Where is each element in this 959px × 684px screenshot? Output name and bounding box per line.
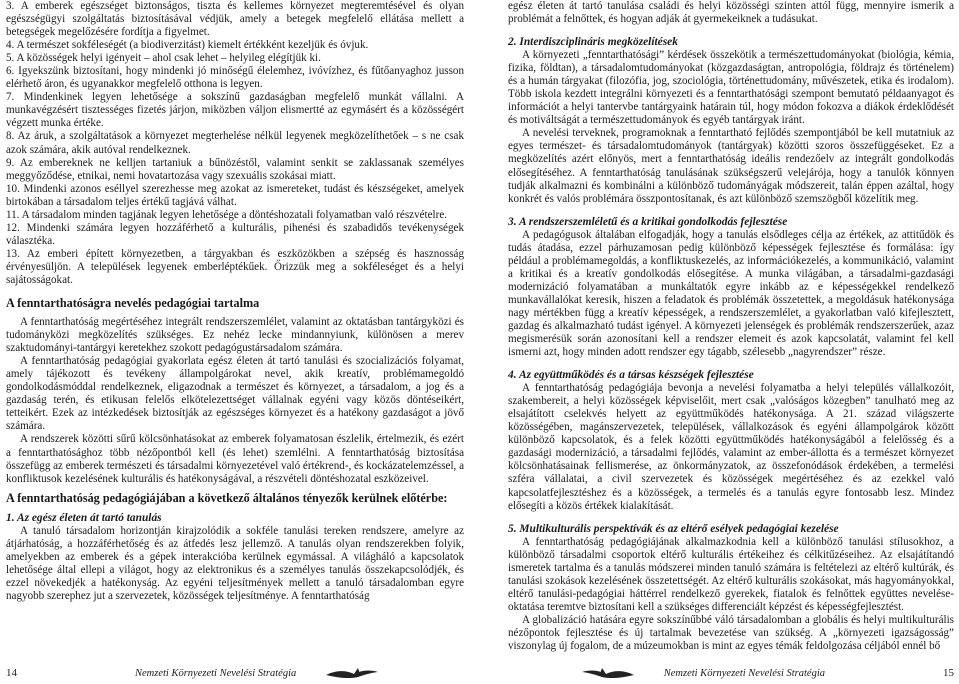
paragraph: egész életen át tartó tanulása családi és helyi közösségi szinten attól függ, mennyire ismerik a problémát a felnőttek, és hogyan adják át gyermekeiknek a tudásukat. bbox=[508, 0, 954, 26]
paragraph: A nevelési terveknek, programoknak a fenntartható fejlődés szempontjából be kell mutatniuk az egyes természet- és társadalomtudományok (tantárgyak) közötti szoros összefüggéseket. Ez a megközelítés azért előnyös, mert a fenntarthatóság ideális rendezőelv az integrált gondolkodás elősegítéséhez. A fenntarthatóság tanulásának szükségszerű velejárója, hogy a tanulók könnyen tudják alkalmazni és kombinálni a különböző tudományágak módszereit, talán éppen azáltal, hogy konkrét és valós problémára összpontosítanak, és azt különböző szemszögből közelítik meg. bbox=[508, 127, 954, 205]
list-item: 8. Az áruk, a szolgáltatások a környezet megterhelése nélkül legyenek megközelíthetőek – s ne csak azok számára, akik autóval rendelkeznek. bbox=[6, 130, 464, 156]
bird-logo-icon bbox=[580, 666, 636, 680]
list-item: 12. Mindenki számára legyen hozzáférhető a kulturális, pihenési és szabadidős tevékenységek választéka. bbox=[6, 221, 464, 247]
paragraph: A környezeti „fenntarthatósági” kérdések összekötik a természettudományokat (biológia, kémia, fizika, földtan), a társadalomtudományokat (közgazdaságtan, antropológia, földrajz és történelem) és a humán tárgyakat (filozófia, jog, szociológia, történettudomány, művészetek, etika és irodalom). Több iskola kezdett integrálni környezeti és a fenntarthatósági szempont bemutató példaanyagot és információt a helyi tantervbe tantárgyaink határain túl, hogy módon fokozva a diákok érdeklődését és motiváltságát a természettudományok és egyéb tantárgyak iránt. bbox=[508, 49, 954, 127]
list-item: 3. A emberek egészséget biztonságos, tiszta és kellemes környezet megteremtésével és olyan egészségügyi szolgáltatás biztosításával védjük, amely a betegek megfelelő ellátása mellett a betegségek megelőzésére fordítja a figyelmet. bbox=[6, 0, 464, 39]
right-column bbox=[508, 0, 954, 653]
footer-right bbox=[508, 664, 954, 682]
list-item: 10. Mindenki azonos eséllyel szerezhesse meg azokat az ismereteket, tudást és készségeket, amelyek birtokában a társadalom teljes értékű tagjává válhat. bbox=[6, 182, 464, 208]
list-item: 4. A természet sokféleségét (a biodiverzitást) kiemelt értékként kezeljük és óvjuk. bbox=[6, 39, 369, 52]
paragraph: A fenntarthatóság pedagógiai gyakorlata egész életen át tartó tanulási és szocializációs folyamat, amely tájékozott és tevékeny állampolgárokat nevel, akik kreatív, problémamegoldó gondolkodásmóddal rendelkeznek, eligazodnak a természet és környezet, a társadalom, a jog és a gazdaság terén, és etikusan felelős elkötelezettséget vállalnak egyéni vagy közös döntéseikért, tetteikért. Ezek az intézkedések biztosítják az egészséges környezet és a hatékony gazdaságot a jövő számára. bbox=[6, 355, 464, 433]
footer-title: Nemzeti Környezeti Nevelési Stratégia bbox=[135, 667, 297, 679]
list-item: 7. Mindenkinek legyen lehetősége a sokszínű gazdaságban megfelelő munkát vállalni. A munkavégzésért tisztességes fizetés járjon, miközben váljon elismertté az egymásért és a közösségért végzett munka értéke. bbox=[6, 91, 464, 130]
paragraph: A pedagógusok általában elfogadják, hogy a tanulás elsődleges célja az értékek, az attitűdök és tudás átadása, ezzel párhuzamosan pedig különböző képességek fejlesztése és formálása: így például a problémamegoldás, a konfliktuskezelés, az információkezelés, a kommunikáció, valamint a kritikai és a kreatív gondolkodás elősegítése. A munka világában, a társadalmi-gazdasági modernizáció folyamatában a munkáltatók egyre inkább az e képességekkel rendelkező munkavállalókat keresik, hiszen a feladatok és problémák összetettek, a megoldásuk hatékonysága nagy mértékben függ a kreatív képességek, a rendszerszemlélet, a gyakorlatban való kifejlesztett, gazdag és alkalmazható tudást igényel. A környezeti jelenségek és problémák rendszerszerűek, azaz megismerésük során azonosítani kell a rendszer elemeit és azok kapcsolatát, valamint fel kell ismerni azt, hogy minden adott rendszer egy tágabb, szélesebb „nagyrendszer” része. bbox=[508, 228, 954, 359]
page-number: 14 bbox=[6, 667, 17, 679]
paragraph: A fenntarthatóság megértéséhez integrált rendszerszemlélet, valamint az oktatásban tantárgyközi és tudományközi megközelítés szükséges. Ez nehéz lecke mindannyiunk, különösen a merev szaktudományi-tantárgyi keretekhez szokott pedagógustársadalom számára. bbox=[6, 316, 464, 355]
subsection-heading: 5. Multikulturális perspektívák és az eltérő esélyek pedagógiai kezelése bbox=[508, 522, 839, 535]
list-item: 11. A társadalom minden tagjának legyen lehetősége a döntéshozatali folyamatban való részvételre. bbox=[6, 208, 448, 221]
section-heading: A fenntarthatóságra nevelés pedagógiai tartalma bbox=[6, 296, 260, 311]
subsection-heading: 3. A rendszerszemléletű és a kritikai gondolkodás fejlesztése bbox=[508, 215, 788, 228]
subsection-heading: 2. Interdiszciplináris megközelítések bbox=[508, 36, 678, 49]
list-item: 5. A közösségek helyi igényeit – ahol csak lehet – helyileg elégítjük ki. bbox=[6, 52, 321, 65]
paragraph: A globalizáció hatására egyre sokszínűbbé váló társadalomban a globális és helyi multikulturális nézőpontok fejlesztése és új tartalmak bevezetése van szükség. A „környezeti igazságosság” viszonylag új fogalom, de a múzeumokban is mint az egyes témák feldolgozása céljából ennél bő bbox=[508, 613, 954, 652]
list-item: 9. Az embereknek ne kelljen tartaniuk a bűnözéstől, valamint senkit se zaklassanak személyes meggyőződése, etnikai, nemi hovatartozása vagy szexuális szokásai miatt. bbox=[6, 156, 464, 182]
footer-left bbox=[6, 664, 464, 682]
list-item: 13. Az emberi épített környezetben, a tárgyakban és eszközökben a szépség és hasznosság érvényesüljön. A települések legyenek emberléptékűek. Őrizzük meg a sokféleséget és a helyi sajátosságokat. bbox=[6, 247, 464, 286]
subsection-heading: 4. Az együttműködés és a társas készségek fejlesztése bbox=[508, 369, 754, 382]
section-heading: A fenntarthatóság pedagógiájában a következő általános tényezők kerülnek előtérbe: bbox=[6, 490, 448, 505]
bird-logo-icon bbox=[324, 666, 380, 680]
left-column bbox=[6, 0, 464, 603]
subsection-heading: 1. Az egész életen át tartó tanulás bbox=[6, 511, 162, 524]
paragraph: A fenntarthatóság pedagógiájának alkalmazkodnia kell a különböző tanulási stílusokhoz, a különböző társadalmi csoportok eltérő kulturális értékeihez és célkitűzéseihez. Az elsajátítandó ismeretek tartalma és a tanulás módszerei minden tanuló számára is feltételezi az eltérő kultúrák, és tanulási szokások kezelésének összetettségét. Az eltérő kulturális szokásokat, más hagyományokkal, eltérő tanulási-pedagógiai háttérrel rendelkező gyerekek, fiatalok és felnőttek együttes nevelése-oktatása teremtve biztosítani kell a szükséges differenciált képzést és képességfejlesztést. bbox=[508, 535, 954, 613]
footer-title: Nemzeti Környezeti Nevelési Stratégia bbox=[663, 667, 825, 679]
paragraph: A fenntarthatóság pedagógiája bevonja a nevelési folyamatba a helyi település vállalkozóit, szakembereit, a helyi közösségek képviselőit, mert csak „valóságos közegben” tanulható meg az elsajátított cselekvés helyett az együttműködés hatékonysága. A 21. század világszerte közösségében, magánszervezetek, települések, vállalkozások és egyéni állampolgárok között különböző kapcsolatok, és a felek közötti együttműködés hatékonyságából a felelősség és a gazdasági modernizáció, a társadalmi fejlődés, valamint az ember-állotta és a természet környezet kölcsönhatásainak fellismerése, az önkormányzatok, az összefonódások érdekében, a termelési szféra vállalatai, a civil szervezetek és közösségek megértéséhez és az ezekkel való kapcsolatfejlesztéshez és a közösségek, a termelés és a tanulás egyre fontosabb lesz. Mindez elősegíti a közös értékek kialakítását. bbox=[508, 382, 954, 512]
paragraph: A rendszerek közötti sűrű kölcsönhatásokat az emberek folyamatosan észlelik, értelmezik, és ezért a fenntarthatósághoz több nézőpontból kell (és lehet) szemlélni. A fenntarthatóság biztosítása összefügg az emberek természeti és társadalmi környezetével való értékrend-, és kockázatelemzéssel, a konfliktusok kezelésének kulturális és hatékonyságával, a részvételi döntéshozatal eszközeivel. bbox=[6, 433, 465, 485]
page-number: 15 bbox=[943, 667, 954, 679]
list-item: 6. Igyekszünk biztosítani, hogy mindenki jó minőségű élelemhez, ivóvízhez, és fűtőanyaghoz jusson elérhető áron, és ugyanakkor megfelelő otthona is legyen. bbox=[6, 65, 464, 91]
paragraph: A tanuló társadalom horizontján kirajzolódik a sokféle tanulási tereken rendszere, amelyre az átjárhatóság, a hozzáférhetőség és az átfedés lesz jellemző. A tanulás olyan rendszerekben folyik, amelyekben az emberek és a gépek interakcióba kerülnek egymással. A világháló a kapcsolatok lehetősége által ellepi a világot, hogy az elektronikus és a személyes tanulás összekapcsolódjék, és ezzel növekedjék a hatékonyság. Az egyéni teljesítmények mellett a tanuló társadalomban egyre nagyobb szerephez jut a szervezetek, közösségek teljesítménye. A fenntarthatóság bbox=[6, 524, 464, 602]
